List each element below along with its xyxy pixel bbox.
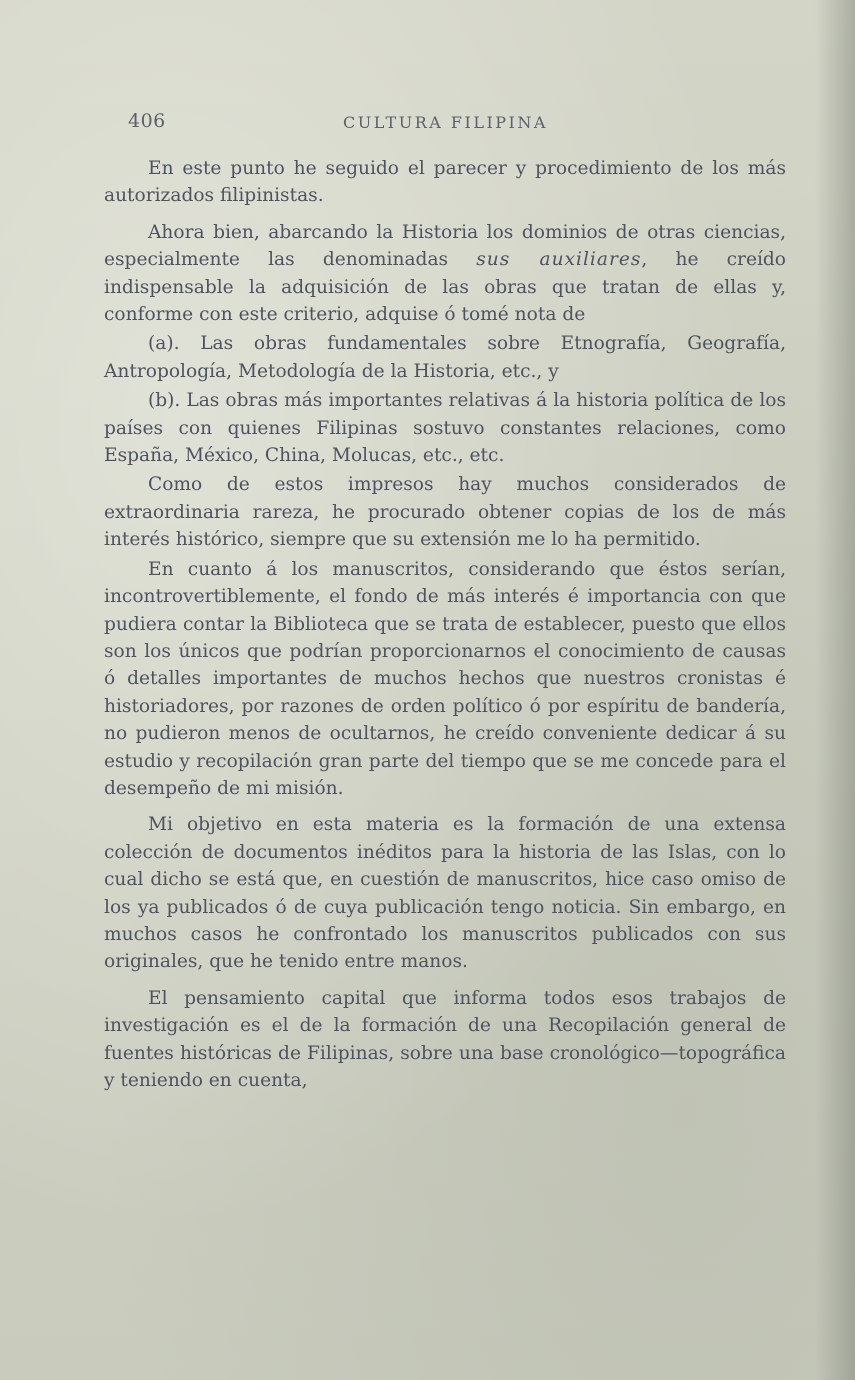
paragraph-text: En cuanto á los manuscritos, considerando que éstos serían, incontrovertiblemente, el fondo de más interés é importancia con que pudiera contar la Biblioteca que se trata de establecer, puesto que ellos son los únicos que podrían proporcionarnos el conocimiento de causas ó detalles importantes de muchos hechos que nuestros cronistas é historiadores, por razones de orden político ó por espíritu de bandería, no pudieron menos de ocultarnos, he creído conveniente dedicar á su estudio y recopilación gran parte del tiempo que se me concede para el desempeño de mi misión. xyxy=(104,558,786,799)
italic-term: sus auxiliares xyxy=(476,249,642,271)
page-edge-shadow xyxy=(815,0,855,1380)
body-text xyxy=(104,155,786,1094)
paragraph-text: El pensamiento capital que informa todos esos trabajos de investigación es el de la formación de una Recopilación general de fuentes históricas de Filipinas, sobre una base cronológico—topográfica y teniendo en cuenta, xyxy=(104,987,786,1091)
paragraph xyxy=(104,556,786,803)
page-header xyxy=(128,110,788,140)
paragraph-text: Mi objetivo en esta materia es la formación de una extensa colección de documentos inéditos para la historia de las Islas, con lo cual dicho se está que, en cuestión de manuscritos, hice caso omiso de los ya publicados ó de cuya publicación tengo noticia. Sin embargo, en muchos casos he confrontado los manuscritos publicados con sus originales, que he tenido entre manos. xyxy=(104,814,786,973)
list-item-a xyxy=(104,330,786,385)
list-item-b xyxy=(104,387,786,469)
paragraph-text: (b). Las obras más importantes relativas á la historia política de los países con quienes Filipinas sostuvo constantes relaciones, como España, México, China, Molucas, etc., etc. xyxy=(104,390,786,467)
paragraph-text: , he creído indispensable la adquisición de las obras que tratan de ellas y, conforme con este criterio, adquise ó tomé nota de xyxy=(104,249,786,326)
running-title: CULTURA FILIPINA xyxy=(343,113,548,132)
paragraph xyxy=(104,471,786,553)
paragraph xyxy=(104,219,786,329)
paragraph xyxy=(104,985,786,1095)
paragraph-text: En este punto he seguido el parecer y procedimiento de los más autorizados filipinistas. xyxy=(104,158,786,207)
paragraph-text: (a). Las obras fundamentales sobre Etnografía, Geografía, Antropología, Metodología de la Historia, etc., y xyxy=(104,333,786,382)
page-number: 406 xyxy=(128,110,166,132)
paragraph xyxy=(104,155,786,210)
paragraph-text: Ahora bien, abarcando la Historia los dominios de otras ciencias, especialmente las denominadas xyxy=(104,221,786,271)
paragraph-text: Como de estos impresos hay muchos considerados de extraordinaria rareza, he procurado obtener copias de los de más interés histórico, siempre que su extensión me lo ha permitido. xyxy=(104,474,786,551)
paragraph xyxy=(104,811,786,975)
